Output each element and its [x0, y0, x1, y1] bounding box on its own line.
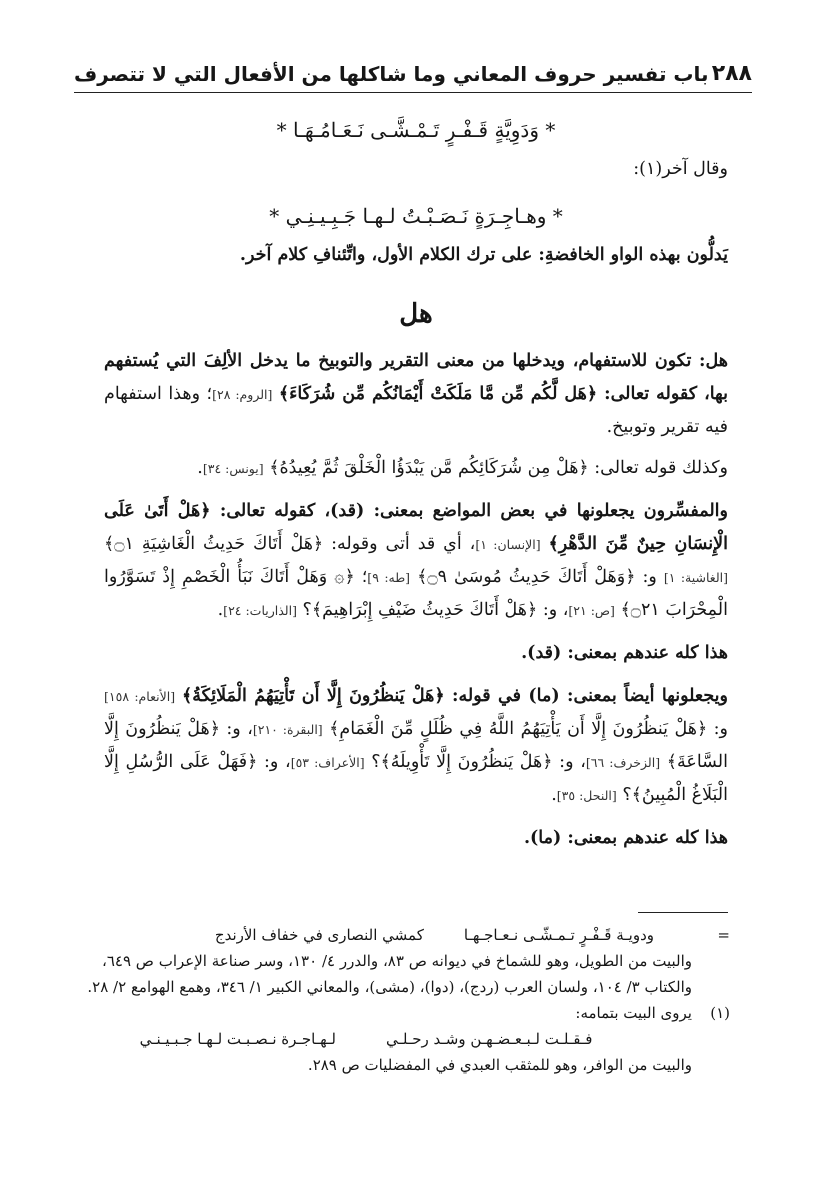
paragraph-4-text-2: و: ﴿هَلْ يَنظُرُونَ إِلَّا أَن يَأْتِيَهُمُ اللَّهُ فِي ظُلَلٍ مِّنَ الْغَمَامِ﴾ — [329, 719, 728, 739]
verse-hemistich: فـقـلـت لـبـعـضـهـن وشـد رحـلـي — [385, 1030, 593, 1048]
footnote-number: (١) — [710, 1004, 730, 1022]
paragraph-4-text-5: ، و: ﴿فَهَلْ عَلَى الرُّسُلِ إِلَّا الْبَلَاغُ الْمُبِينُ﴾؟ — [104, 752, 728, 805]
quran-ref: [النحل: ٣٥] — [556, 788, 617, 803]
page-header — [74, 56, 752, 93]
quran-ref: [الإنسان: ١] — [475, 537, 541, 552]
quran-ref: [الأعراف: ٥٣] — [290, 755, 365, 770]
paragraph-4-text-4: ، و: ﴿هَلْ يَنظُرُونَ إِلَّا تَأْوِيلَهُ﴾؟ — [371, 752, 586, 772]
quran-ref: [الذاريات: ٢٤] — [223, 603, 297, 618]
quran-ref: [يونس: ٣٤] — [202, 461, 264, 476]
footnote-continuation — [80, 922, 730, 1000]
intro-line: وقال آخر(١): — [633, 159, 728, 179]
poem-verse-2: * وهـاجِـرَةٍ نَـصَـبْـتُ لـهـا جَـبِـيـنِـي * — [269, 204, 563, 228]
footnotes — [80, 922, 730, 1078]
paragraph-2-tail: . — [197, 458, 203, 478]
quran-ref: [ص: ٢١] — [568, 603, 615, 618]
paragraph-3-tail: . — [217, 600, 224, 620]
continuation-mark: = — [717, 926, 730, 944]
main-text — [104, 110, 728, 863]
quran-ref: [الزخرف: ٦٦] — [585, 755, 661, 770]
footnote-text: والبيت من الوافر، وهو للمثقب العبدي في المفضليات ص ٢٨٩. — [307, 1056, 692, 1074]
summary-qad: هذا كله عندهم بمعنى: (قد). — [521, 643, 728, 663]
paragraph-2-text: وكذلك قوله تعالى: ﴿هَلْ مِن شُرَكَائِكُم مَّن يَبْدَؤُا الْخَلْقَ ثُمَّ يُعِيدُهُ﴾ — [269, 458, 728, 478]
verse-hemistich: ودويـة قَـفْـرٍ تـمـشّـى نـعـاجـهـا — [463, 926, 654, 944]
paragraph-4-tail: . — [551, 785, 557, 805]
paragraph-4 — [104, 680, 728, 812]
paragraph-3 — [104, 495, 728, 627]
explanation-line: يَدلُّون بهذه الواو الخافضةِ: على ترك الكلام الأول، واتِّئنافِ كلام آخر. — [239, 245, 728, 265]
paragraph-4-text-3: ، و: ﴿هَلْ يَنظُرُونَ إِلَّا السَّاعَةَ﴾ — [104, 719, 728, 772]
quran-ref: [الغاشية: ١] — [663, 570, 728, 585]
paragraph-2 — [104, 452, 728, 485]
footnote-verse — [80, 922, 692, 948]
footnote-separator — [104, 912, 728, 913]
paragraph-3-text-3: و: ﴿وَهَلْ أَتَاكَ حَدِيثُ مُوسَىٰ ۝٩﴾ — [417, 567, 664, 587]
paragraph-4-text-1: ويجعلونها أيضاً بمعنى: (ما) في قوله: ﴿هَلْ يَنظُرُونَ إِلَّا أَن تَأْتِيَهُمُ الْمَلَائِكَةُ﴾ — [181, 686, 728, 706]
summary-ma: هذا كله عندهم بمعنى: (ما). — [523, 828, 728, 848]
paragraph-1 — [104, 345, 728, 444]
footnote-text: يروى البيت بتمامه: — [575, 1004, 692, 1022]
verse-hemistich: لـهـاجـرة نـصـبـت لـهـا جـبـيـنـي — [139, 1030, 336, 1048]
paragraph-1-tail: ؛ وهذا استفهام فيه تقرير وتوبيخ. — [104, 384, 728, 437]
running-head: باب تفسير حروف المعاني وما شاكلها من الأفعال التي لا تتصرف — [74, 62, 709, 86]
page-number: ٢٨٨ — [711, 61, 752, 86]
quran-ref: [الروم: ٢٨] — [212, 387, 273, 402]
quran-ref: [الأنعام: ١٥٨] — [104, 689, 176, 704]
paragraph-3-text-5: ، و: ﴿هَلْ أَتَاكَ حَدِيثُ ضَيْفِ إِبْرَاهِيمَ﴾؟ — [302, 600, 569, 620]
paragraph-1-text: هل: تكون للاستفهام، ويدخلها من معنى التقرير والتوبيخ ما يدخل الألِفَ التي يُستفهم بها، كقوله تعالى: ﴿هَل لَّكُم مِّن مَّا مَلَكَتْ أَيْمَانُكُم مِّن شُرَكَاءَ﴾ — [104, 351, 728, 404]
poem-verse-1: * وَدَوِيَّةٍ قَـفْـرٍ تَـمْـشَّـى نَـعَـامُـهَـا * — [276, 118, 556, 142]
footnote-verse — [80, 1026, 692, 1052]
paragraph-3-text-2: ، أي قد أتى وقوله: ﴿هَلْ أَتَاكَ حَدِيثُ الْغَاشِيَةِ ۝١﴾ — [104, 534, 476, 554]
quran-ref: [البقرة: ٢١٠] — [252, 722, 323, 737]
footnote-text: والبيت من الطويل، وهو للشماخ في ديوانه ص ٨٣، والدرر ٤/ ١٣٠، وسر صناعة الإعراب ص ٦٤٩، والكتاب ٣/ ١٠٤، ولسان العرب (ردج)، (دوا)، (مشى)، والمعاني الكبير ١/ ٣٤٦، وهمع الهوامع ٢/ ٢٨. — [87, 952, 692, 996]
footnote-1 — [80, 1000, 730, 1078]
paragraph-3-text-1: والمفسِّرون يجعلونها في بعض المواضع بمعنى: (قد)، كقوله تعالى: ﴿هَلْ أَتَىٰ عَلَى الْإِنسَانِ حِينٌ مِّنَ الدَّهْرِ﴾ — [104, 501, 728, 554]
quran-ref: [طه: ٩] — [367, 570, 411, 585]
section-heading: هل — [399, 299, 433, 329]
footnote-rule — [638, 912, 728, 913]
paragraph-3-text-4: ؛ ﴿۞ وَهَلْ أَتَاكَ نَبَأُ الْخَصْمِ إِذْ تَسَوَّرُوا الْمِحْرَابَ ۝٢١﴾ — [104, 567, 728, 620]
verse-hemistich: كمشي النصارى في خفاف الأرندج — [214, 926, 424, 944]
